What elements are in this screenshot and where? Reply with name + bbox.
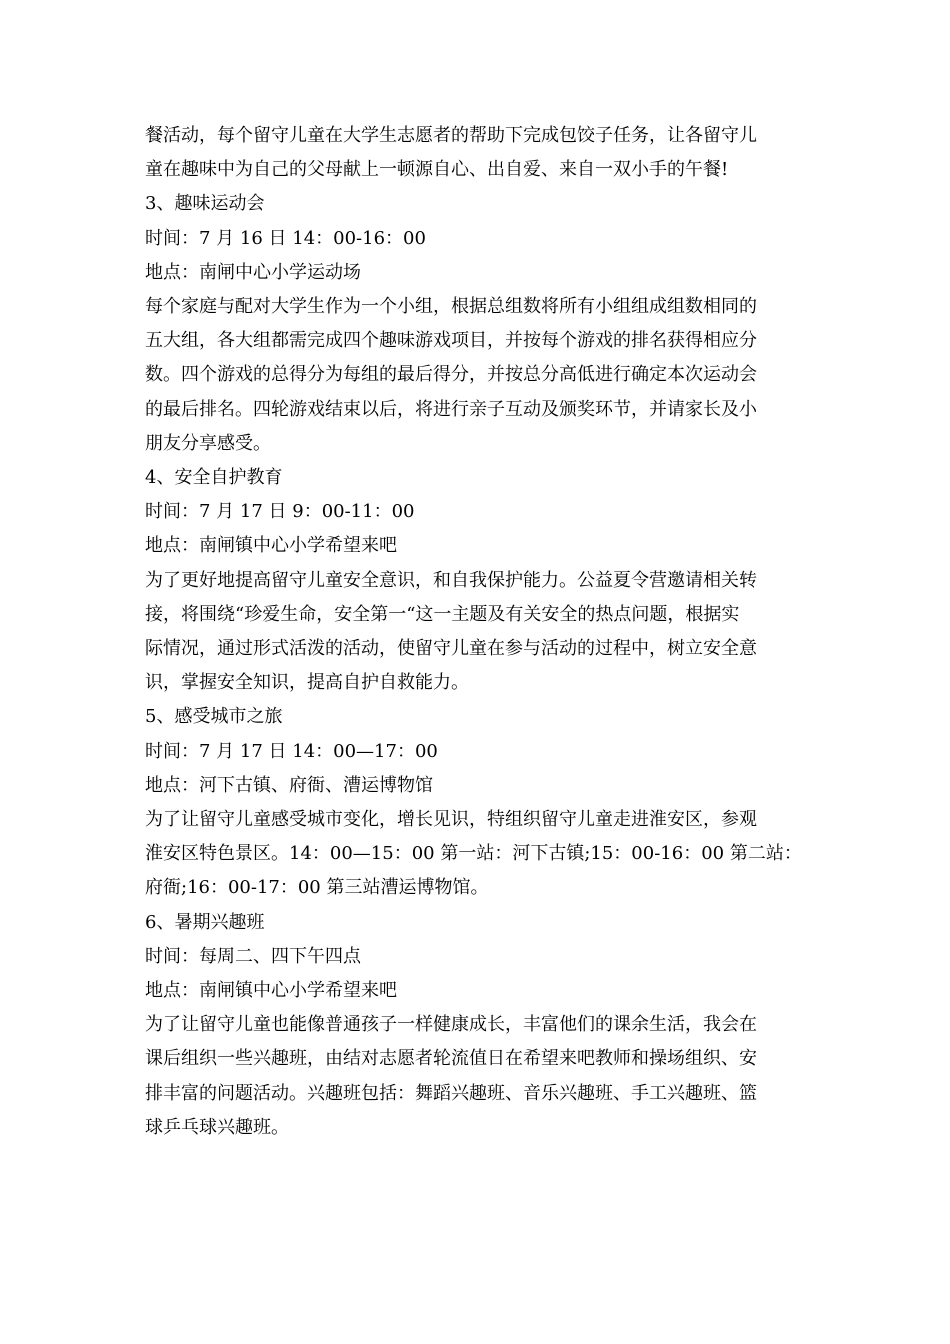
paragraph-line: 接，将围绕“珍爱生命，安全第一“这一主题及有关安全的热点问题，根据实 — [145, 603, 740, 625]
section-body — [145, 564, 810, 701]
section-place: 地点：南闸镇中心小学希望来吧 — [145, 980, 397, 1002]
section-place: 地点：南闸中心小学运动场 — [145, 261, 361, 283]
section-heading: 4、安全自护教育 — [145, 467, 283, 489]
paragraph-line: 童在趣味中为自己的父母献上一顿源自心、出自爱、来自一双小手的午餐! — [145, 159, 729, 181]
paragraph-line: 朋友分享感受。 — [145, 432, 271, 454]
paragraph-line: 府衙;16：00-17：00 第三站漕运博物馆。 — [145, 877, 489, 899]
paragraph-line: 排丰富的问题活动。兴趣班包括：舞蹈兴趣班、音乐兴趣班、手工兴趣班、篮 — [145, 1082, 757, 1104]
paragraph-line: 每个家庭与配对大学生作为一个小组，根据总组数将所有小组组成组数相同的 — [145, 296, 757, 318]
document-page — [145, 119, 810, 1145]
section-body — [145, 1008, 810, 1145]
section-place: 地点：河下古镇、府衙、漕运博物馆 — [145, 774, 433, 796]
paragraph-line: 为了更好地提高留守儿童安全意识，和自我保护能力。公益夏令营邀请相关转 — [145, 569, 757, 591]
section-sports-meet — [145, 187, 810, 461]
section-body — [145, 290, 810, 461]
paragraph-line: 淮安区特色景区。14：00—15：00 第一站：河下古镇;15：00-16：00 第二站： — [145, 843, 802, 865]
section-heading: 6、暑期兴趣班 — [145, 911, 265, 933]
section-body — [145, 803, 810, 906]
section-time: 时间：7 月 17 日 9：00-11：00 — [145, 501, 415, 523]
paragraph-line: 为了让留守儿童也能像普通孩子一样健康成长，丰富他们的课余生活，我会在 — [145, 1014, 757, 1036]
section-heading: 3、趣味运动会 — [145, 193, 265, 215]
section-heading: 5、感受城市之旅 — [145, 706, 283, 728]
paragraph-line: 课后组织一些兴趣班，由结对志愿者轮流值日在希望来吧教师和操场组织、安 — [145, 1048, 757, 1070]
paragraph-line: 数。四个游戏的总得分为每组的最后得分，并按总分高低进行确定本次运动会 — [145, 364, 757, 386]
paragraph-line: 球乒乓球兴趣班。 — [145, 1116, 289, 1138]
paragraph-line: 际情况，通过形式活泼的活动，使留守儿童在参与活动的过程中，树立安全意 — [145, 638, 757, 660]
section-safety-education — [145, 461, 810, 700]
section-place: 地点：南闸镇中心小学希望来吧 — [145, 535, 397, 557]
intro-paragraph — [145, 119, 810, 187]
section-interest-class — [145, 906, 810, 1145]
section-time: 时间：7 月 16 日 14：00-16：00 — [145, 227, 426, 249]
section-city-tour — [145, 700, 810, 905]
paragraph-line: 五大组，各大组都需完成四个趣味游戏项目，并按每个游戏的排名获得相应分 — [145, 330, 757, 352]
paragraph-line: 的最后排名。四轮游戏结束以后，将进行亲子互动及颁奖环节，并请家长及小 — [145, 398, 757, 420]
paragraph-line: 识，掌握安全知识，提高自护自救能力。 — [145, 672, 469, 694]
section-time: 时间：每周二、四下午四点 — [145, 945, 361, 967]
section-time: 时间：7 月 17 日 14：00—17：00 — [145, 740, 438, 762]
paragraph-line: 餐活动，每个留守儿童在大学生志愿者的帮助下完成包饺子任务，让各留守儿 — [145, 125, 757, 146]
paragraph-line: 为了让留守儿童感受城市变化，增长见识，特组织留守儿童走进淮安区，参观 — [145, 809, 757, 831]
